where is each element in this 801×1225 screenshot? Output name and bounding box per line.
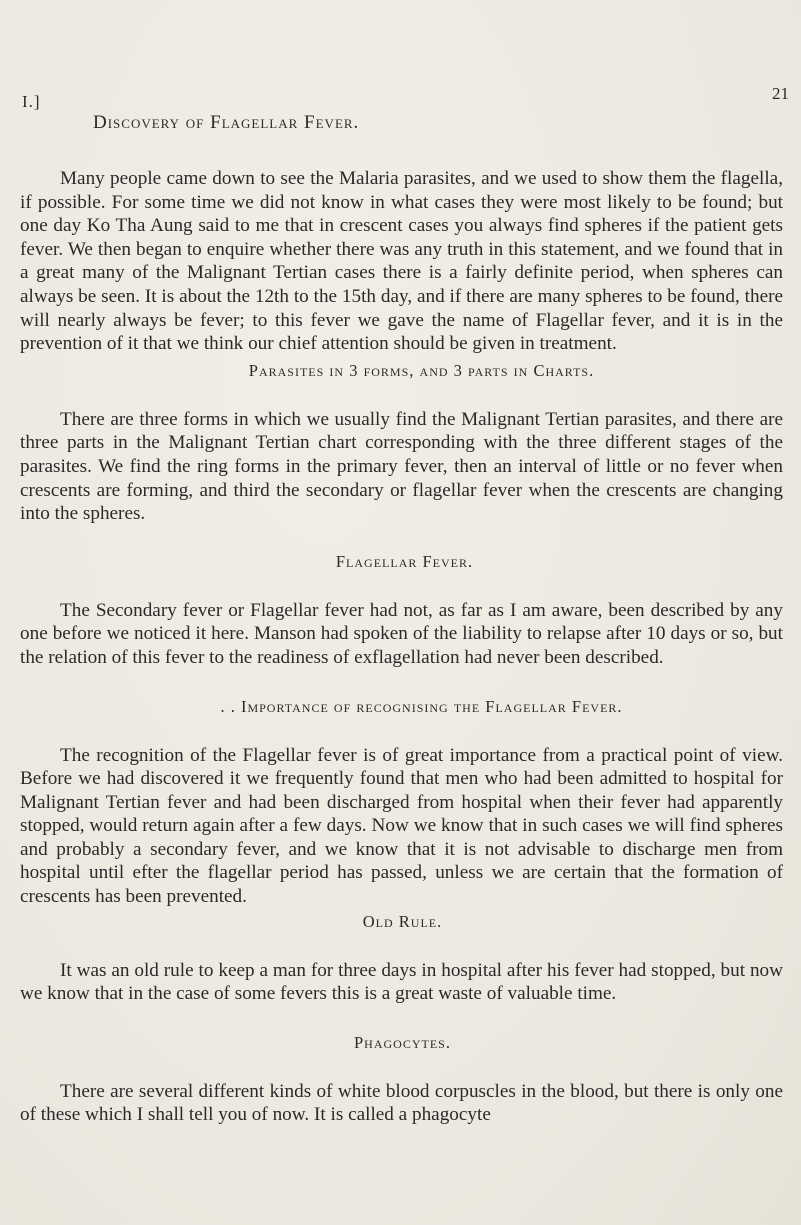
paragraph-old-rule: It was an old rule to keep a man for three days in hospital after his fever had stopped, but now we know that in the case of some fevers this is a great waste of valuable time. [20, 959, 783, 1005]
paragraph-discovery: Many people came down to see the Malaria parasites, and we used to show them the flagella, if possible. For some time we did not know in what cases they were most likely to be found; but one day Ko Tha Aung said to me that in crescent cases you always find spheres if the patient gets fever. We then began to enquire whether there was any truth in this statement, and we found that in a great many of the Malignant Tertian cases there is a fairly definite period, when spheres can always be seen. It is about the 12th to the 15th day, and if there are many spheres to be found, there will nearly always be fever; to this fever we gave the name of Flagellar fever, and it is in the prevention of it that we think our chief attention should be given in treatment. [20, 168, 783, 355]
heading-importance: . . Importance of recognising the Flagellar Fever. [220, 696, 623, 716]
paragraph-flagellar-fever: The Secondary fever or Flagellar fever had not, as far as I am aware, been described by any one before we noticed it here. Manson had spoken of the liability to relapse after 10 days or so, but the relation of this fever to the readiness of exflagellation had never been described. [20, 599, 783, 668]
heading-phagocytes: Phagocytes. [354, 1032, 451, 1052]
paragraph-phagocytes: There are several different kinds of white blood corpuscles in the blood, but there is only one of these which I shall tell you of now. It is called a phagocyte [20, 1080, 783, 1126]
page-header-left: I.] [22, 92, 41, 111]
page-title: Discovery of Flagellar Fever. [93, 112, 360, 133]
document-body [20, 167, 783, 1127]
paragraph-parasites-forms: There are three forms in which we usually find the Malignant Tertian parasites, and there are three parts in the Malignant Tertian chart corresponding with the three different stages of the parasites. We find the ring forms in the primary fever, then an interval of little or no fever when crescents are forming, and third the secondary or flagellar fever when the crescents are changing into the spheres. [20, 408, 783, 525]
heading-old-rule: Old Rule. [362, 911, 443, 931]
heading-parasites-forms: Parasites in 3 forms, and 3 parts in Charts. [248, 360, 595, 380]
heading-flagellar-fever: Flagellar Fever. [335, 551, 474, 571]
paragraph-importance: The recognition of the Flagellar fever is of great importance from a practical point of view. Before we had discovered it we frequently found that men who had been admitted to hospital for Malignant Tertian fever and had been discharged from hospital when their fever had apparently stopped, would return again after a few days. Now we know that in such cases we will find spheres and probably a secondary fever, and we know that it is not advisable to discharge men from hospital until efter the flagellar period has passed, unless we are certain that the formation of crescents has been prevented. [20, 744, 783, 908]
page-number: 21 [772, 84, 789, 103]
